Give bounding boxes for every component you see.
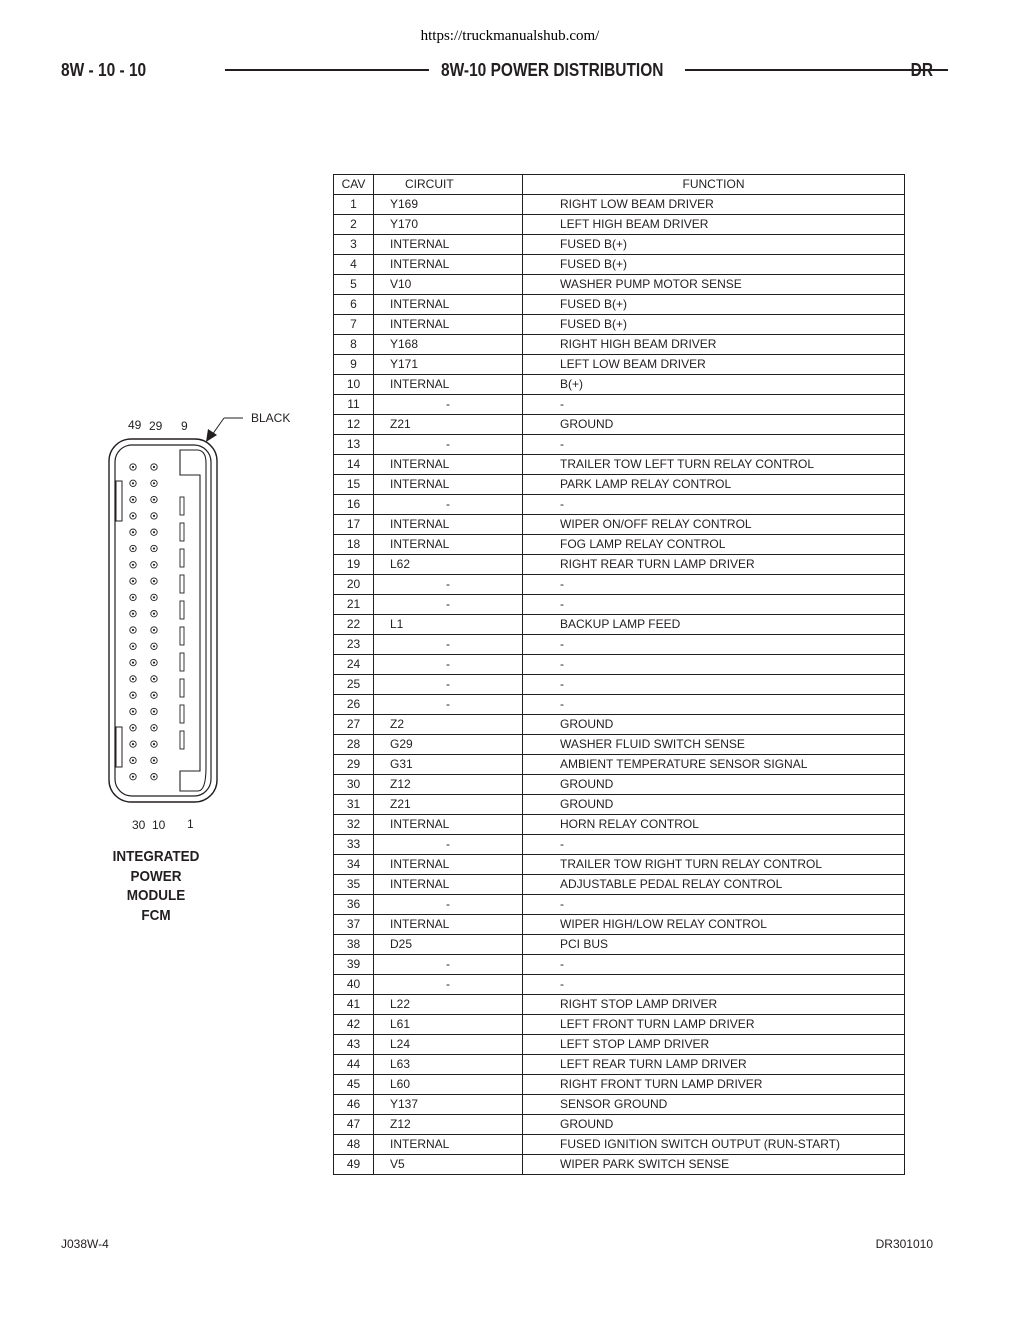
cav-cell: 28 (334, 735, 374, 755)
page-header (61, 58, 933, 82)
pin-cavity-center (132, 531, 134, 533)
table-row (334, 295, 905, 315)
table-row (334, 595, 905, 615)
pin-cavity-center (153, 759, 155, 761)
cav-cell: 19 (334, 555, 374, 575)
circuit-cell: - (374, 695, 523, 715)
table-header-row (334, 175, 905, 195)
connector-key-lower (116, 727, 122, 767)
cavity-table (333, 174, 905, 1175)
cav-cell: 42 (334, 1015, 374, 1035)
pin-cavity-center (132, 743, 134, 745)
table-row (334, 1095, 905, 1115)
table-row (334, 835, 905, 855)
module-name-line: INTEGRATED (112, 848, 200, 865)
pin-slot (180, 679, 184, 697)
table-row (334, 515, 905, 535)
pin-slot (180, 627, 184, 645)
circuit-cell: L22 (374, 995, 523, 1015)
pin-cavity-center (153, 678, 155, 680)
function-cell: B(+) (523, 375, 905, 395)
pin-label-10: 10 (152, 818, 166, 832)
pin-cavity-center (132, 645, 134, 647)
table-row (334, 1135, 905, 1155)
cav-cell: 31 (334, 795, 374, 815)
cav-cell: 11 (334, 395, 374, 415)
table-row (334, 915, 905, 935)
module-name-line: FCM (141, 906, 171, 924)
table-row (334, 815, 905, 835)
function-cell: FOG LAMP RELAY CONTROL (523, 535, 905, 555)
circuit-cell: L1 (374, 615, 523, 635)
circuit-cell: Y169 (374, 195, 523, 215)
function-cell: - (523, 595, 905, 615)
table-row (334, 495, 905, 515)
pin-cavity-center (132, 482, 134, 484)
table-row (334, 715, 905, 735)
pin-cavity-center (132, 662, 134, 664)
circuit-cell: V5 (374, 1155, 523, 1175)
cav-cell: 12 (334, 415, 374, 435)
cav-cell: 9 (334, 355, 374, 375)
function-cell: RIGHT HIGH BEAM DRIVER (523, 335, 905, 355)
pin-slot (180, 705, 184, 723)
function-cell: HORN RELAY CONTROL (523, 815, 905, 835)
function-cell: FUSED B(+) (523, 315, 905, 335)
function-cell: GROUND (523, 1115, 905, 1135)
table-row (334, 575, 905, 595)
table-row (334, 475, 905, 495)
function-cell: TRAILER TOW RIGHT TURN RELAY CONTROL (523, 855, 905, 875)
function-cell: RIGHT FRONT TURN LAMP DRIVER (523, 1075, 905, 1095)
function-cell: GROUND (523, 795, 905, 815)
pin-cavity-center (153, 499, 155, 501)
function-cell: FUSED B(+) (523, 295, 905, 315)
circuit-cell: INTERNAL (374, 375, 523, 395)
cav-cell: 37 (334, 915, 374, 935)
cav-cell: 20 (334, 575, 374, 595)
function-cell: TRAILER TOW LEFT TURN RELAY CONTROL (523, 455, 905, 475)
circuit-cell: D25 (374, 935, 523, 955)
header-rule-right (685, 69, 948, 71)
function-cell: WASHER PUMP MOTOR SENSE (523, 275, 905, 295)
circuit-cell: INTERNAL (374, 295, 523, 315)
pin-cavity-center (132, 629, 134, 631)
function-cell: WIPER ON/OFF RELAY CONTROL (523, 515, 905, 535)
circuit-cell: Z21 (374, 415, 523, 435)
cav-cell: 14 (334, 455, 374, 475)
circuit-cell: L63 (374, 1055, 523, 1075)
connector-outer-shell (109, 439, 217, 802)
table-row (334, 1155, 905, 1175)
pin-label-30: 30 (132, 818, 146, 832)
function-cell: GROUND (523, 715, 905, 735)
connector-key-upper (116, 481, 122, 521)
cav-cell: 16 (334, 495, 374, 515)
model-code: DR (910, 60, 933, 80)
header-rule-left (225, 69, 429, 71)
pin-cavity-center (153, 515, 155, 517)
pin-cavity-center (132, 580, 134, 582)
black-label-leader-diagonal (212, 418, 224, 435)
function-cell: GROUND (523, 415, 905, 435)
pin-slot (180, 549, 184, 567)
cav-cell: 26 (334, 695, 374, 715)
cav-cell: 15 (334, 475, 374, 495)
module-name (106, 847, 207, 925)
table-row (334, 255, 905, 275)
pin-slot (180, 731, 184, 749)
pin-cavity-center (132, 694, 134, 696)
table-row (334, 935, 905, 955)
pin-slot (180, 575, 184, 593)
table-row (334, 535, 905, 555)
function-cell: PARK LAMP RELAY CONTROL (523, 475, 905, 495)
table-row (334, 875, 905, 895)
circuit-cell: L24 (374, 1035, 523, 1055)
function-cell: - (523, 655, 905, 675)
function-cell: FUSED B(+) (523, 235, 905, 255)
pin-cavity-center (132, 613, 134, 615)
function-cell: - (523, 395, 905, 415)
pin-cavity-center (153, 564, 155, 566)
module-name-line: MODULE (126, 887, 186, 904)
table-row (334, 635, 905, 655)
cav-cell: 35 (334, 875, 374, 895)
table-row (334, 375, 905, 395)
circuit-cell: L61 (374, 1015, 523, 1035)
function-cell: AMBIENT TEMPERATURE SENSOR SIGNAL (523, 755, 905, 775)
table-row (334, 395, 905, 415)
cav-cell: 8 (334, 335, 374, 355)
function-cell: - (523, 955, 905, 975)
cav-cell: 34 (334, 855, 374, 875)
circuit-cell: INTERNAL (374, 1135, 523, 1155)
pin-cavity-center (132, 710, 134, 712)
table-row (334, 455, 905, 475)
table-row (334, 275, 905, 295)
pin-slot (180, 601, 184, 619)
table-row (334, 435, 905, 455)
function-cell: LEFT FRONT TURN LAMP DRIVER (523, 1015, 905, 1035)
function-cell: LEFT LOW BEAM DRIVER (523, 355, 905, 375)
cav-cell: 27 (334, 715, 374, 735)
table-row (334, 655, 905, 675)
pin-cavity-center (153, 629, 155, 631)
pin-cavity-center (132, 564, 134, 566)
cav-cell: 3 (334, 235, 374, 255)
function-cell: WASHER FLUID SWITCH SENSE (523, 735, 905, 755)
header-cav: CAV (334, 175, 374, 195)
connector-face-diagram (100, 405, 300, 845)
header-circuit: CIRCUIT (374, 175, 523, 195)
circuit-cell: - (374, 495, 523, 515)
circuit-cell: - (374, 635, 523, 655)
circuit-cell: G31 (374, 755, 523, 775)
cav-cell: 43 (334, 1035, 374, 1055)
cav-cell: 49 (334, 1155, 374, 1175)
function-cell: - (523, 575, 905, 595)
footer-figure-code: J038W-4 (61, 1237, 109, 1251)
header-function: FUNCTION (523, 175, 905, 195)
cav-cell: 48 (334, 1135, 374, 1155)
cav-cell: 5 (334, 275, 374, 295)
table-row (334, 1055, 905, 1075)
cav-cell: 10 (334, 375, 374, 395)
circuit-cell: - (374, 975, 523, 995)
table-row (334, 195, 905, 215)
circuit-cell: L62 (374, 555, 523, 575)
pin-cavity-center (132, 466, 134, 468)
table-row (334, 995, 905, 1015)
function-cell: LEFT STOP LAMP DRIVER (523, 1035, 905, 1055)
table-row (334, 235, 905, 255)
pin-cavity-center (132, 499, 134, 501)
page-code: 8W - 10 - 10 (61, 60, 147, 80)
pin-cavity-center (132, 678, 134, 680)
cav-cell: 38 (334, 935, 374, 955)
cav-cell: 22 (334, 615, 374, 635)
circuit-cell: G29 (374, 735, 523, 755)
cav-cell: 13 (334, 435, 374, 455)
pin-cavity-center (153, 710, 155, 712)
cav-cell: 39 (334, 955, 374, 975)
function-cell: FUSED IGNITION SWITCH OUTPUT (RUN-START) (523, 1135, 905, 1155)
function-cell: WIPER HIGH/LOW RELAY CONTROL (523, 915, 905, 935)
cav-cell: 45 (334, 1075, 374, 1095)
circuit-cell: Y170 (374, 215, 523, 235)
circuit-cell: INTERNAL (374, 875, 523, 895)
circuit-cell: INTERNAL (374, 235, 523, 255)
circuit-cell: INTERNAL (374, 455, 523, 475)
pin-label-1: 1 (187, 817, 194, 831)
table-body (334, 195, 905, 1175)
table-row (334, 755, 905, 775)
circuit-cell: INTERNAL (374, 255, 523, 275)
table-row (334, 975, 905, 995)
table-row (334, 555, 905, 575)
pin-cavity-center (153, 596, 155, 598)
source-url[interactable]: https://truckmanualshub.com/ (420, 28, 600, 44)
circuit-cell: Z12 (374, 1115, 523, 1135)
pin-label-9: 9 (181, 419, 188, 433)
cav-cell: 41 (334, 995, 374, 1015)
cav-cell: 40 (334, 975, 374, 995)
function-cell: ADJUSTABLE PEDAL RELAY CONTROL (523, 875, 905, 895)
circuit-cell: - (374, 575, 523, 595)
function-cell: - (523, 495, 905, 515)
table-row (334, 615, 905, 635)
function-cell: SENSOR GROUND (523, 1095, 905, 1115)
function-cell: RIGHT REAR TURN LAMP DRIVER (523, 555, 905, 575)
cav-cell: 23 (334, 635, 374, 655)
cav-cell: 32 (334, 815, 374, 835)
circuit-cell: Z21 (374, 795, 523, 815)
module-name-line: POWER (130, 867, 182, 885)
table-row (334, 735, 905, 755)
circuit-cell: INTERNAL (374, 475, 523, 495)
circuit-cell: INTERNAL (374, 815, 523, 835)
function-cell: - (523, 635, 905, 655)
pin-cavity-center (132, 547, 134, 549)
circuit-cell: - (374, 835, 523, 855)
pin-cavity-center (153, 694, 155, 696)
function-cell: - (523, 675, 905, 695)
table-row (334, 795, 905, 815)
pin-cavity-center (153, 531, 155, 533)
pin-cavity-center (132, 596, 134, 598)
function-cell: PCI BUS (523, 935, 905, 955)
circuit-cell: INTERNAL (374, 855, 523, 875)
table-row (334, 1075, 905, 1095)
pin-cavities (130, 464, 184, 780)
function-cell: - (523, 835, 905, 855)
cav-cell: 1 (334, 195, 374, 215)
pin-cavity-center (132, 727, 134, 729)
cav-cell: 17 (334, 515, 374, 535)
table-row (334, 1035, 905, 1055)
circuit-cell: - (374, 895, 523, 915)
circuit-cell: Y168 (374, 335, 523, 355)
cav-cell: 36 (334, 895, 374, 915)
table-row (334, 775, 905, 795)
circuit-cell: Z2 (374, 715, 523, 735)
function-cell: BACKUP LAMP FEED (523, 615, 905, 635)
cav-cell: 4 (334, 255, 374, 275)
circuit-cell: - (374, 595, 523, 615)
circuit-cell: - (374, 955, 523, 975)
cav-cell: 46 (334, 1095, 374, 1115)
cav-cell: 30 (334, 775, 374, 795)
table-row (334, 675, 905, 695)
table-row (334, 335, 905, 355)
function-cell: RIGHT LOW BEAM DRIVER (523, 195, 905, 215)
connector-view (100, 405, 300, 925)
pin-cavity-center (132, 759, 134, 761)
circuit-cell: - (374, 675, 523, 695)
cav-cell: 21 (334, 595, 374, 615)
table-row (334, 955, 905, 975)
cav-cell: 29 (334, 755, 374, 775)
pin-cavity-center (153, 743, 155, 745)
cav-cell: 7 (334, 315, 374, 335)
function-cell: FUSED B(+) (523, 255, 905, 275)
circuit-cell: - (374, 435, 523, 455)
function-cell: LEFT HIGH BEAM DRIVER (523, 215, 905, 235)
pin-cavity-center (153, 580, 155, 582)
circuit-cell: - (374, 655, 523, 675)
pin-cavity-center (153, 613, 155, 615)
pin-cavity-center (153, 645, 155, 647)
function-cell: RIGHT STOP LAMP DRIVER (523, 995, 905, 1015)
pin-cavity-center (153, 547, 155, 549)
footer-page-id: DR301010 (875, 1237, 933, 1251)
cav-cell: 2 (334, 215, 374, 235)
section-title: 8W-10 POWER DISTRIBUTION (441, 60, 664, 80)
circuit-cell: Y171 (374, 355, 523, 375)
cav-cell: 33 (334, 835, 374, 855)
circuit-cell: INTERNAL (374, 315, 523, 335)
function-cell: - (523, 895, 905, 915)
cav-cell: 18 (334, 535, 374, 555)
function-cell: WIPER PARK SWITCH SENSE (523, 1155, 905, 1175)
pin-cavity-center (132, 776, 134, 778)
function-cell: - (523, 695, 905, 715)
table-row (334, 1015, 905, 1035)
circuit-cell: INTERNAL (374, 515, 523, 535)
circuit-cell: V10 (374, 275, 523, 295)
cav-cell: 6 (334, 295, 374, 315)
pin-slot (180, 497, 184, 515)
pin-cavity-center (153, 727, 155, 729)
circuit-cell: L60 (374, 1075, 523, 1095)
pin-slot (180, 653, 184, 671)
pin-cavity-center (153, 466, 155, 468)
table-row (334, 315, 905, 335)
table-row (334, 1115, 905, 1135)
circuit-cell: INTERNAL (374, 915, 523, 935)
pin-slot (180, 523, 184, 541)
function-cell: LEFT REAR TURN LAMP DRIVER (523, 1055, 905, 1075)
cav-cell: 47 (334, 1115, 374, 1135)
circuit-cell: Y137 (374, 1095, 523, 1115)
circuit-cell: Z12 (374, 775, 523, 795)
pin-label-49: 49 (128, 418, 142, 432)
table-row (334, 895, 905, 915)
table-row (334, 215, 905, 235)
circuit-cell: - (374, 395, 523, 415)
table-row (334, 355, 905, 375)
cav-cell: 44 (334, 1055, 374, 1075)
function-cell: GROUND (523, 775, 905, 795)
connector-inner-shell (115, 445, 211, 796)
cav-cell: 24 (334, 655, 374, 675)
pin-cavity-center (153, 662, 155, 664)
pin-cavity-center (153, 482, 155, 484)
function-cell: - (523, 435, 905, 455)
pin-label-29: 29 (149, 419, 163, 433)
table-row (334, 855, 905, 875)
function-cell: - (523, 975, 905, 995)
pin-cavity-center (132, 515, 134, 517)
connector-color-label: BLACK (251, 411, 291, 425)
table-row (334, 415, 905, 435)
circuit-cell: INTERNAL (374, 535, 523, 555)
cav-cell: 25 (334, 675, 374, 695)
pin-cavity-center (153, 776, 155, 778)
table-row (334, 695, 905, 715)
